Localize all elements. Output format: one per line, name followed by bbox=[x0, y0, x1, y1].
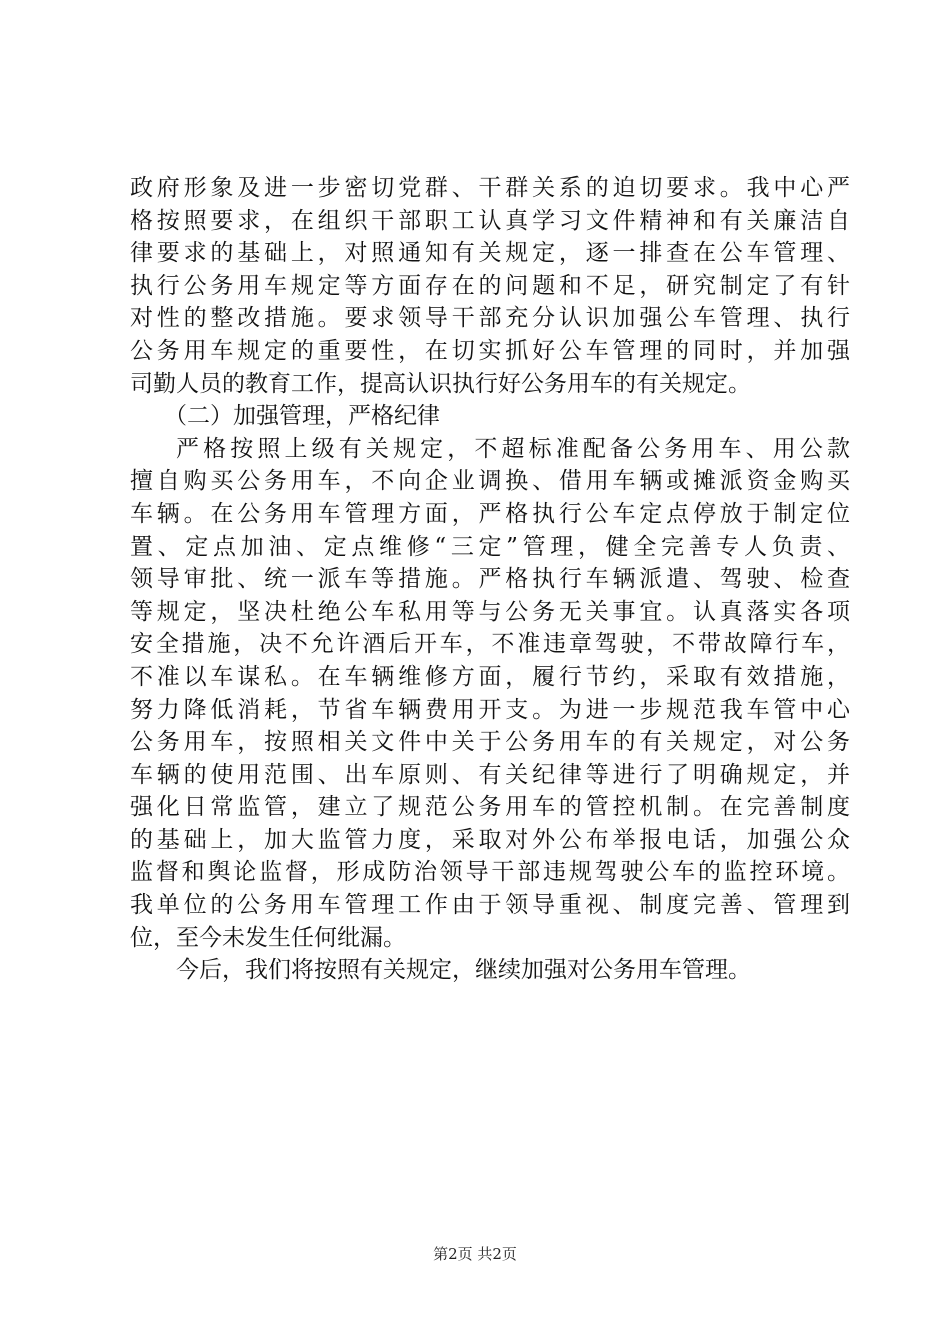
text-line-indented: 严格按照上级有关规定，不超标准配备公务用车、用公款 bbox=[176, 435, 850, 462]
text-line: 我单位的公务用车管理工作由于领导重视、制度完善、管理到 bbox=[130, 892, 850, 919]
text-line: 执行公务用车规定等方面存在的问题和不足，研究制定了有针 bbox=[130, 272, 850, 299]
section-heading bbox=[130, 400, 850, 433]
text-line: 监督和舆论监督，形成防治领导干部违规驾驶公车的监控环境。 bbox=[130, 859, 850, 886]
text-line: 努力降低消耗，节省车辆费用开支。为进一步规范我车管中心 bbox=[130, 696, 850, 723]
text-line: 等规定，坚决杜绝公车私用等与公务无关事宜。认真落实各项 bbox=[130, 598, 850, 625]
text-line: 政府形象及进一步密切党群、干群关系的迫切要求。我中心严 bbox=[130, 175, 850, 201]
text-line: 强化日常监管，建立了规范公务用车的管控机制。在完善制度 bbox=[130, 794, 850, 821]
text-line: 的基础上，加大监管力度，采取对外公布举报电话，加强公众 bbox=[130, 826, 850, 853]
text-line: 车辆的使用范围、出车原则、有关纪律等进行了明确规定，并 bbox=[130, 761, 850, 788]
section-heading-text: （二）加强管理，严格纪律 bbox=[164, 403, 440, 430]
paragraph-management bbox=[130, 433, 850, 955]
text-line: 不准以车谋私。在车辆维修方面，履行节约，采取有效措施， bbox=[130, 663, 850, 690]
text-line: 司勤人员的教育工作，提高认识执行好公务用车的有关规定。 bbox=[130, 370, 751, 397]
text-line: 擅自购买公务用车，不向企业调换、借用车辆或摊派资金购买 bbox=[130, 468, 850, 495]
text-line-indented: 今后，我们将按照有关规定，继续加强对公务用车管理。 bbox=[176, 957, 751, 984]
paragraph-continuation bbox=[130, 172, 850, 400]
text-line: 安全措施，决不允许酒后开车，不准违章驾驶，不带故障行车， bbox=[130, 631, 850, 658]
page-footer: 第2页 共2页 bbox=[433, 1245, 517, 1263]
text-line: 对性的整改措施。要求领导干部充分认识加强公车管理、执行 bbox=[130, 305, 850, 332]
text-line: 置、定点加油、定点维修“三定”管理，健全完善专人负责、 bbox=[130, 533, 850, 560]
text-line: 领导审批、统一派车等措施。严格执行车辆派遣、驾驶、检查 bbox=[130, 566, 850, 593]
text-line: 律要求的基础上，对照通知有关规定，逐一排查在公车管理、 bbox=[130, 240, 850, 267]
paragraph-conclusion bbox=[130, 954, 850, 987]
text-line: 格按照要求，在组织干部职工认真学习文件精神和有关廉洁自 bbox=[130, 207, 850, 234]
text-line: 公务用车规定的重要性，在切实抓好公车管理的同时，并加强 bbox=[130, 337, 850, 364]
text-line: 位，至今未发生任何纰漏。 bbox=[130, 924, 406, 951]
text-line: 公务用车，按照相关文件中关于公务用车的有关规定，对公务 bbox=[130, 729, 850, 756]
document-body bbox=[130, 172, 850, 987]
text-line: 车辆。在公务用车管理方面，严格执行公车定点停放于制定位 bbox=[130, 500, 850, 527]
